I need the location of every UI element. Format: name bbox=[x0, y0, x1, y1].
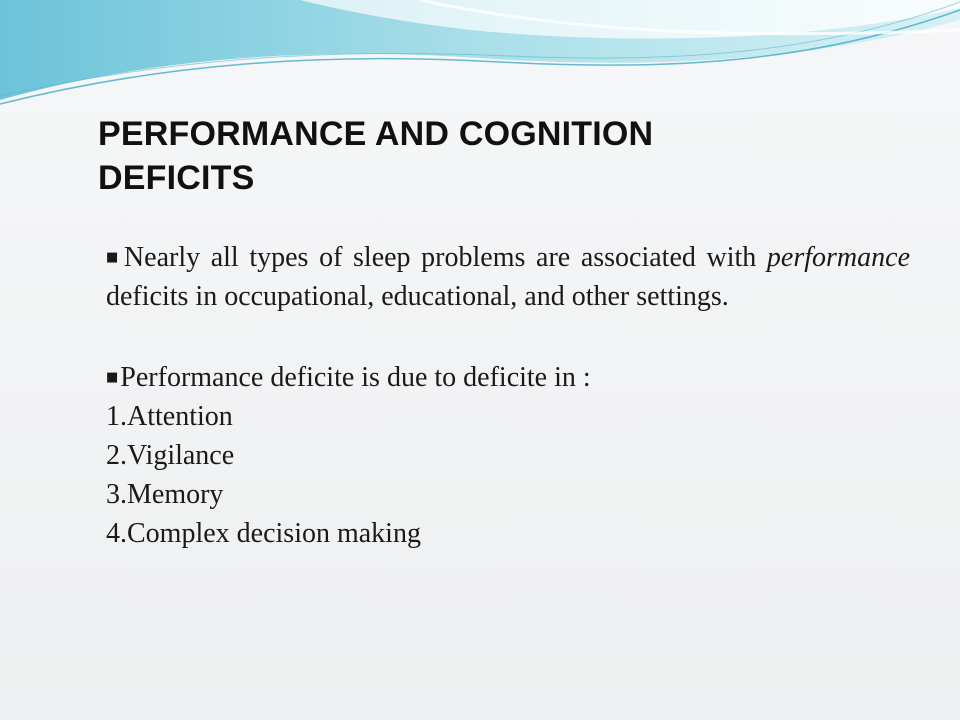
slide-title bbox=[98, 112, 898, 200]
bullet-1-emphasis: performance bbox=[766, 242, 910, 273]
spacer bbox=[106, 316, 910, 358]
square-bullet-icon: ■ bbox=[106, 250, 122, 265]
bullet-1-text-before: Nearly all types of sleep problems are associated with bbox=[123, 242, 767, 273]
bullet-1-text-after: deficits in occupational, educational, and other settings. bbox=[106, 281, 729, 312]
bullet-2-text: Performance deficite is due to deficite in : bbox=[120, 362, 591, 393]
title-line-1: PERFORMANCE AND COGNITION bbox=[98, 115, 654, 153]
list-item-1: 1.Attention bbox=[106, 401, 233, 432]
title-line-2: DEFICITS bbox=[98, 159, 255, 197]
bullet-1 bbox=[106, 238, 910, 316]
slide-body bbox=[106, 238, 910, 553]
bullet-2 bbox=[106, 358, 910, 397]
square-bullet-icon: ■ bbox=[106, 370, 119, 385]
list-item-4: 4.Complex decision making bbox=[106, 518, 421, 549]
header-wave-decoration bbox=[0, 0, 960, 120]
list-item-2: 2.Vigilance bbox=[106, 440, 235, 471]
list-item-3: 3.Memory bbox=[106, 479, 224, 510]
